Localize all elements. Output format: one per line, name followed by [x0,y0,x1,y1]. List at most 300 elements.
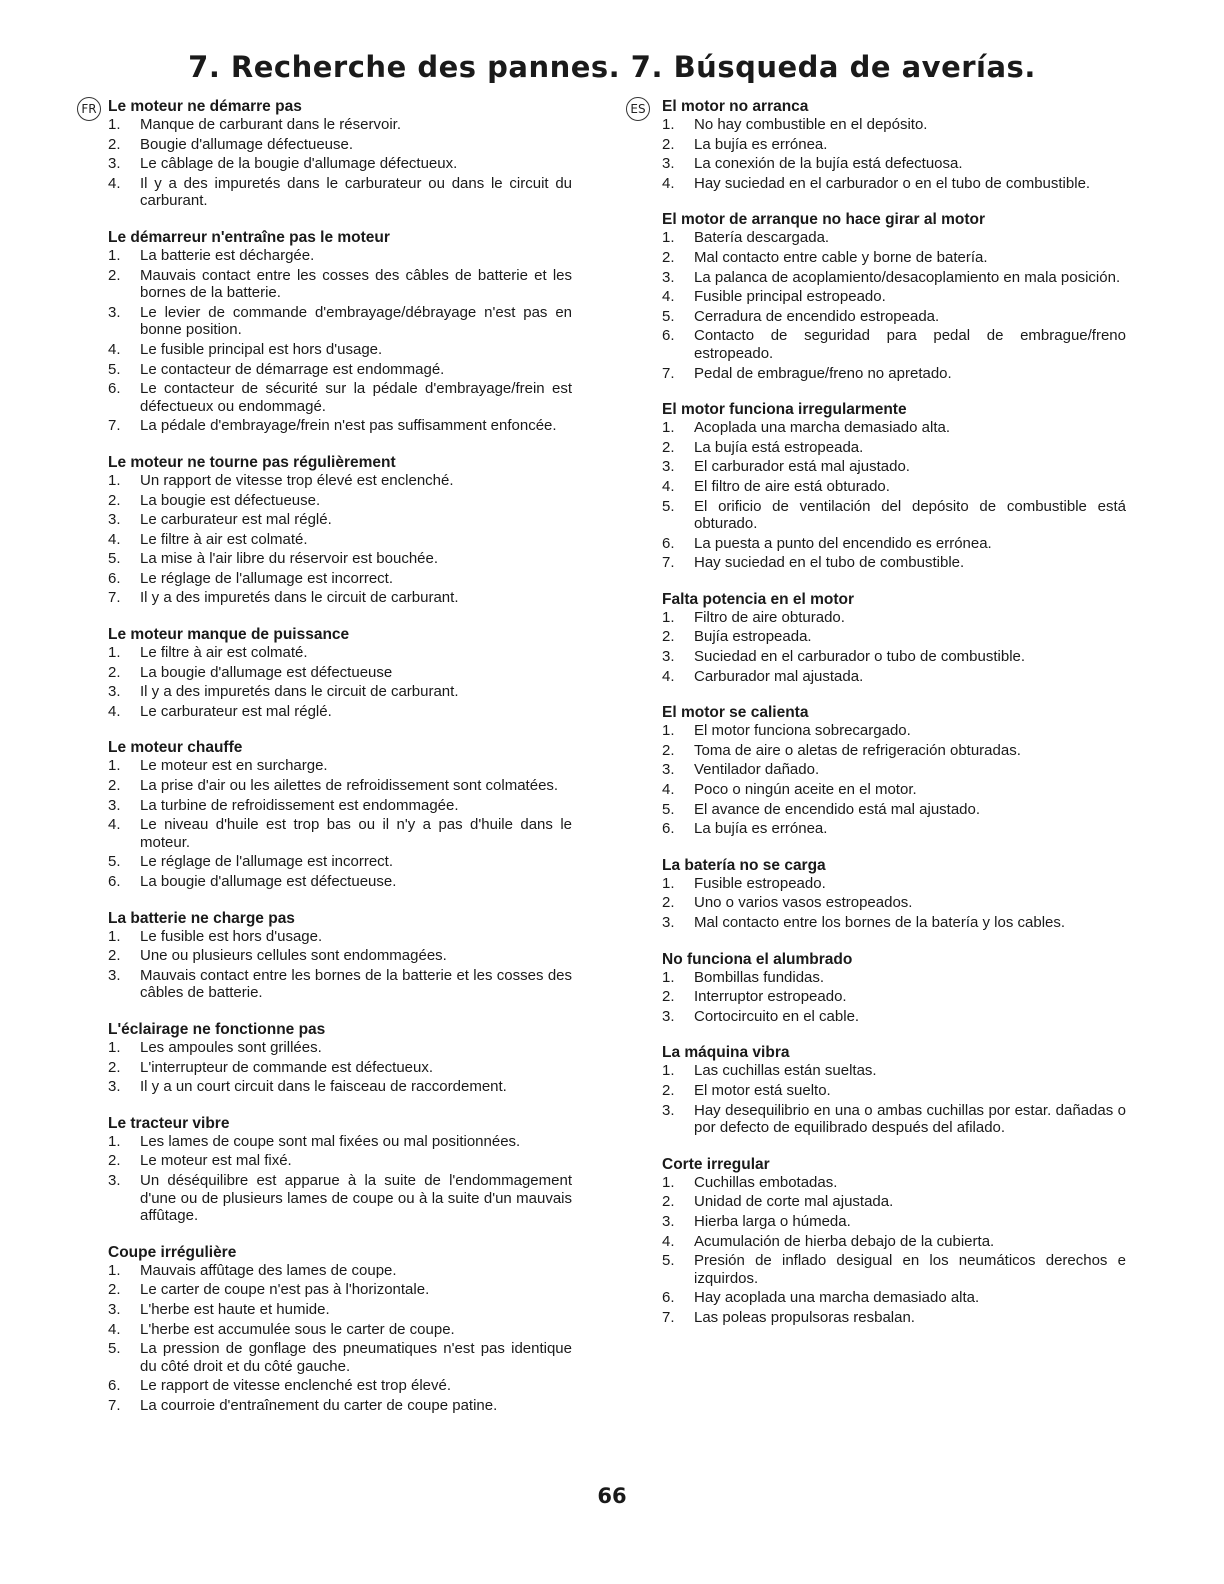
item-text: Bougie d'allumage défectueuse. [140,135,354,153]
item-number: 5. [108,1340,121,1358]
section-heading: La máquina vibra [662,1044,790,1062]
troubleshooting-section [108,625,572,720]
item-text: Mauvais contact entre les cosses des câbles de batterie et les bornes de la batterie. [140,266,572,302]
list-item [662,820,1126,838]
item-number: 7. [662,554,675,572]
item-number: 4. [662,174,675,192]
section-heading: Le moteur chauffe [108,739,243,757]
list-item [662,535,1126,553]
item-text: Le contacteur de sécurité sur la pédale d'embrayage/frein est défectueux ou endommagé. [140,380,572,415]
troubleshooting-section [662,856,1126,932]
item-text: Las cuchillas están sueltas. [694,1062,877,1080]
list-item [108,492,572,510]
item-text: Poco o ningún aceite en el motor. [694,781,917,799]
item-text: La pression de gonflage des pneumatiques n'est pas identique du côté droit et du côté gauche. [140,1340,572,1375]
item-text: La palanca de acoplamiento/desacoplamiento en mala posición. [694,268,1121,286]
list-item [108,1152,572,1170]
item-text: La bujía está estropeada. [694,438,864,456]
item-number: 7. [108,589,121,607]
item-number: 4. [108,340,121,358]
list-item [662,1213,1126,1231]
item-number: 6. [662,534,675,552]
item-number: 3. [662,458,675,476]
item-text: Mal contacto entre cable y borne de batería. [694,248,988,266]
item-text: Cerradura de encendido estropeada. [694,307,940,325]
item-number: 2. [662,628,675,646]
cause-list [662,229,1126,382]
list-item [108,1059,572,1077]
item-number: 1. [108,757,121,775]
list-item [662,742,1126,760]
list-item [108,380,572,415]
item-text: El filtro de aire está obturado. [694,477,890,495]
item-number: 3. [662,155,675,173]
item-text: Le levier de commande d'embrayage/débrayage n'est pas en bonne position. [140,303,572,339]
list-item [662,1289,1126,1307]
list-item [662,648,1126,666]
item-text: Le réglage de l'allumage est incorrect. [140,853,394,871]
list-item [108,341,572,359]
troubleshooting-section [662,210,1126,382]
item-number: 1. [108,1038,121,1056]
item-text: Filtro de aire obturado. [694,608,845,626]
list-item [662,609,1126,627]
list-item [108,155,572,173]
item-text: Suciedad en el carburador o tubo de combustible. [694,648,1026,666]
item-text: La batterie est déchargée. [140,246,315,264]
item-number: 1. [662,608,675,626]
item-number: 3. [108,511,121,529]
item-number: 4. [108,816,121,834]
item-number: 1. [662,1173,675,1191]
item-number: 4. [662,477,675,495]
item-text: Acumulación de hierba debajo de la cubierta. [694,1232,995,1250]
list-item [662,1174,1126,1192]
item-number: 3. [662,1101,675,1119]
item-text: El motor está suelto. [694,1081,831,1099]
list-item [662,327,1126,362]
section-heading: L'éclairage ne fonctionne pas [108,1020,326,1038]
item-number: 5. [108,360,121,378]
language-badge-es: ES [626,97,650,121]
item-number: 1. [662,419,675,437]
item-number: 4. [108,174,121,192]
cause-list [108,644,572,720]
item-text: Le moteur est mal fixé. [140,1152,292,1170]
list-item [662,478,1126,496]
item-text: Le carburateur est mal réglé. [140,511,332,529]
item-number: 4. [662,288,675,306]
item-number: 1. [662,229,675,247]
list-item [662,894,1126,912]
troubleshooting-section [662,400,1126,572]
section-heading: Le tracteur vibre [108,1114,230,1132]
item-number: 3. [662,1007,675,1025]
cause-list [108,472,572,607]
item-number: 4. [662,1232,675,1250]
item-number: 2. [662,894,675,912]
item-number: 6. [108,873,121,890]
list-item [108,1321,572,1339]
item-number: 5. [662,497,675,515]
item-number: 5. [662,1252,675,1270]
troubleshooting-section [662,97,1126,192]
item-number: 2. [108,266,121,284]
item-number: 2. [662,1193,675,1211]
list-item [108,1301,572,1319]
list-item [662,288,1126,306]
item-text: La prise d'air ou les ailettes de refroidissement sont colmatées. [140,777,559,795]
item-number: 7. [662,1308,675,1326]
list-item [662,458,1126,476]
item-number: 2. [662,741,675,759]
list-item [108,967,572,1002]
item-text: Il y a des impuretés dans le carburateur ou dans le circuit du carburant. [140,174,572,210]
item-number: 2. [662,248,675,266]
item-number: 4. [108,702,121,720]
section-heading: El motor se calienta [662,704,809,722]
item-text: El orificio de ventilación del depósito de combustible está obturado. [694,497,1126,533]
cause-list [662,1174,1126,1327]
item-number: 1. [662,874,675,892]
item-number: 2. [662,988,675,1006]
item-text: No hay combustible en el depósito. [694,116,928,133]
list-item [662,554,1126,572]
item-text: Acoplada una marcha demasiado alta. [694,419,950,437]
item-text: Interruptor estropeado. [694,988,847,1006]
troubleshooting-section [662,703,1126,838]
item-number: 3. [108,303,121,321]
item-number: 6. [108,380,121,398]
list-item [662,419,1126,437]
list-item [108,777,572,795]
list-item [108,570,572,588]
list-item [662,1008,1126,1026]
item-number: 2. [108,947,121,965]
list-item [662,761,1126,779]
item-text: Le carter de coupe n'est pas à l'horizontale. [140,1281,430,1299]
cause-list [108,1039,572,1096]
section-heading: El motor no arranca [662,98,809,115]
item-text: Il y a un court circuit dans le faisceau de raccordement. [140,1078,507,1096]
item-number: 3. [108,966,121,984]
list-item [108,873,572,891]
list-item [108,1172,572,1225]
list-item [662,1102,1126,1137]
list-item [108,1340,572,1375]
item-text: Les lames de coupe sont mal fixées ou mal positionnées. [140,1132,521,1150]
item-number: 1. [662,722,675,740]
item-text: Le filtre à air est colmaté. [140,644,308,662]
item-number: 1. [662,1062,675,1080]
item-number: 2. [108,777,121,795]
item-number: 2. [662,135,675,153]
list-item [662,116,1126,134]
item-number: 2. [108,1058,121,1076]
section-heading: Le démarreur n'entraîne pas le moteur [108,228,390,246]
list-item [662,969,1126,987]
item-text: Le filtre à air est colmaté. [140,530,308,548]
section-heading: Le moteur ne tourne pas régulièrement [108,453,396,471]
item-number: 5. [108,550,121,568]
list-item [662,914,1126,932]
item-number: 1. [108,246,121,264]
item-number: 5. [662,307,675,325]
list-item [662,269,1126,287]
item-text: El carburador está mal ajustado. [694,458,910,476]
list-item [108,1078,572,1096]
section-heading: El motor de arranque no hace girar al motor [662,211,985,229]
item-text: El avance de encendido está mal ajustado. [694,800,981,818]
list-item [662,365,1126,383]
item-text: Le moteur est en surcharge. [140,757,328,775]
section-heading: Falta potencia en el motor [662,590,855,608]
item-text: Une ou plusieurs cellules sont endommagées. [140,947,447,965]
list-item [108,928,572,946]
item-number: 3. [662,268,675,286]
item-text: El motor funciona sobrecargado. [694,722,911,740]
item-text: Il y a des impuretés dans le circuit de carburant. [140,589,459,607]
cause-list [662,1062,1126,1136]
item-text: Manque de carburant dans le réservoir. [140,116,401,133]
item-text: Ventilador dañado. [694,761,820,779]
item-number: 6. [108,569,121,587]
item-number: 2. [108,491,121,509]
item-text: Le carburateur est mal réglé. [140,702,332,720]
item-text: Hay acoplada una marcha demasiado alta. [694,1289,980,1307]
cause-list [108,928,572,1002]
item-text: Le rapport de vitesse enclenché est trop élevé. [140,1377,452,1395]
list-item [662,722,1126,740]
item-text: La turbine de refroidissement est endommagée. [140,796,459,814]
list-item [662,308,1126,326]
item-number: 4. [662,667,675,685]
list-item [108,136,572,154]
item-number: 4. [662,781,675,799]
item-number: 3. [108,796,121,814]
troubleshooting-section [108,1114,572,1225]
list-item [108,947,572,965]
item-text: Contacto de seguridad para pedal de embrague/freno estropeado. [694,327,1126,362]
section-heading: Coupe irrégulière [108,1243,237,1261]
item-text: Hay suciedad en el tubo de combustible. [694,554,965,572]
section-heading: La batterie ne charge pas [108,909,295,927]
item-number: 7. [108,417,121,435]
troubleshooting-section [662,590,1126,685]
item-text: Un rapport de vitesse trop élevé est enclenché. [140,471,454,489]
item-number: 2. [108,1281,121,1299]
item-text: Le fusible est hors d'usage. [140,927,323,945]
item-number: 5. [662,800,675,818]
troubleshooting-section [662,1155,1126,1327]
item-number: 6. [662,820,675,838]
troubleshooting-section [108,738,572,890]
item-text: Mal contacto entre los bornes de la batería y los cables. [694,914,1066,931]
item-text: Le niveau d'huile est trop bas ou il n'y a pas d'huile dans le moteur. [140,816,572,851]
list-item [662,175,1126,193]
item-number: 3. [662,648,675,666]
cause-list [108,1262,572,1415]
list-item [662,875,1126,893]
list-item [662,136,1126,154]
item-text: La bujía es errónea. [694,135,828,153]
list-item [108,417,572,435]
page-number: 66 [597,1484,627,1508]
item-number: 6. [662,327,675,345]
section-heading: Le moteur ne démarre pas [108,98,302,115]
list-item [662,628,1126,646]
list-item [108,703,572,721]
list-item [108,1377,572,1395]
item-text: La courroie d'entraînement du carter de coupe patine. [140,1396,498,1414]
troubleshooting-section [108,909,572,1002]
item-text: L'interrupteur de commande est défectueux. [140,1058,434,1076]
item-text: Uno o varios vasos estropeados. [694,894,913,912]
cause-list [662,875,1126,932]
item-number: 1. [662,968,675,986]
troubleshooting-section [662,950,1126,1026]
cause-list [108,247,572,435]
item-text: Mauvais affûtage des lames de coupe. [140,1261,397,1279]
item-number: 2. [108,135,121,153]
troubleshooting-section [108,1243,572,1415]
item-number: 3. [108,1300,121,1318]
list-item [662,1193,1126,1211]
item-text: Fusible estropeado. [694,874,826,892]
item-number: 3. [662,1212,675,1230]
item-text: La bougie est défectueuse. [140,491,321,509]
cause-list [108,116,572,210]
item-number: 3. [108,1078,121,1096]
item-text: Le fusible principal est hors d'usage. [140,340,383,358]
item-number: 6. [108,1377,121,1395]
list-item [108,757,572,775]
item-number: 2. [108,1152,121,1170]
list-item [108,361,572,379]
item-number: 4. [108,530,121,548]
cause-list [662,722,1126,838]
spanish-column [662,97,1126,1345]
list-item [662,988,1126,1006]
troubleshooting-section [662,1043,1126,1136]
item-text: Pedal de embrague/freno no apretado. [694,364,952,382]
list-item [108,1281,572,1299]
item-text: Le contacteur de démarrage est endommagé. [140,360,445,378]
list-item [662,1082,1126,1100]
item-text: Les ampoules sont grillées. [140,1038,322,1056]
list-item [108,816,572,851]
list-item [108,531,572,549]
cause-list [108,1133,572,1225]
list-item [108,267,572,302]
cause-list [108,757,572,890]
list-item [662,781,1126,799]
item-text: Le réglage de l'allumage est incorrect. [140,569,394,587]
item-text: L'herbe est haute et humide. [140,1300,330,1318]
list-item [108,550,572,568]
cause-list [662,969,1126,1026]
list-item [662,668,1126,686]
item-number: 2. [662,1081,675,1099]
list-item [108,175,572,210]
item-text: La mise à l'air libre du réservoir est bouchée. [140,550,439,568]
item-text: Fusible principal estropeado. [694,288,886,306]
item-text: La puesta a punto del encendido es errónea. [694,534,992,552]
list-item [662,1252,1126,1287]
item-text: La bujía es errónea. [694,820,828,838]
item-text: La conexión de la bujía está defectuosa. [694,155,963,173]
item-number: 3. [108,683,121,701]
item-text: Las poleas propulsoras resbalan. [694,1308,915,1326]
item-text: Il y a des impuretés dans le circuit de carburant. [140,683,459,701]
list-item [108,853,572,871]
item-text: Cuchillas embotadas. [694,1173,838,1191]
item-text: La bougie d'allumage est défectueuse. [140,873,397,890]
item-text: Presión de inflado desigual en los neumáticos derechos e izquirdos. [694,1252,1126,1287]
list-item [662,155,1126,173]
list-item [108,589,572,607]
french-column [108,97,572,1432]
troubleshooting-section [108,1020,572,1096]
list-item [108,247,572,265]
list-item [108,1397,572,1415]
list-item [108,1133,572,1151]
cause-list [662,609,1126,685]
list-item [108,797,572,815]
troubleshooting-section [108,97,572,210]
item-number: 1. [108,471,121,489]
item-text: Hay suciedad en el carburador o en el tubo de combustible. [694,174,1091,192]
item-text: Carburador mal ajustada. [694,667,864,685]
list-item [108,664,572,682]
section-heading: Corte irregular [662,1155,770,1173]
item-text: Mauvais contact entre les bornes de la batterie et les cosses des câbles de batterie. [140,966,572,1002]
list-item [108,511,572,529]
list-item [108,683,572,701]
item-number: 7. [108,1396,121,1414]
section-heading: No funciona el alumbrado [662,950,853,968]
item-text: Cortocircuito en el cable. [694,1007,860,1025]
list-item [662,801,1126,819]
item-number: 2. [662,438,675,456]
item-number: 5. [108,853,121,871]
language-badge-fr: FR [77,97,101,121]
list-item [662,498,1126,533]
list-item [662,1233,1126,1251]
item-text: Batería descargada. [694,229,830,247]
item-number: 3. [662,914,675,931]
item-text: Bujía estropeada. [694,628,812,646]
item-number: 1. [108,1261,121,1279]
item-text: La pédale d'embrayage/frein n'est pas suffisamment enfoncée. [140,417,557,435]
item-number: 1. [662,116,675,133]
item-number: 3. [108,155,121,173]
list-item [662,439,1126,457]
item-text: Hay desequilibrio en una o ambas cuchillas por estar. dañadas o por defecto de equilibrado después del afilado. [694,1101,1126,1137]
item-number: 7. [662,364,675,382]
item-number: 1. [108,1132,121,1150]
list-item [662,1309,1126,1327]
list-item [108,644,572,662]
troubleshooting-section [108,228,572,435]
troubleshooting-section [108,453,572,607]
item-number: 1. [108,927,121,945]
item-text: L'herbe est accumulée sous le carter de coupe. [140,1320,455,1338]
list-item [108,1039,572,1057]
list-item [108,304,572,339]
cause-list [662,116,1126,192]
section-heading: Le moteur manque de puissance [108,626,350,644]
